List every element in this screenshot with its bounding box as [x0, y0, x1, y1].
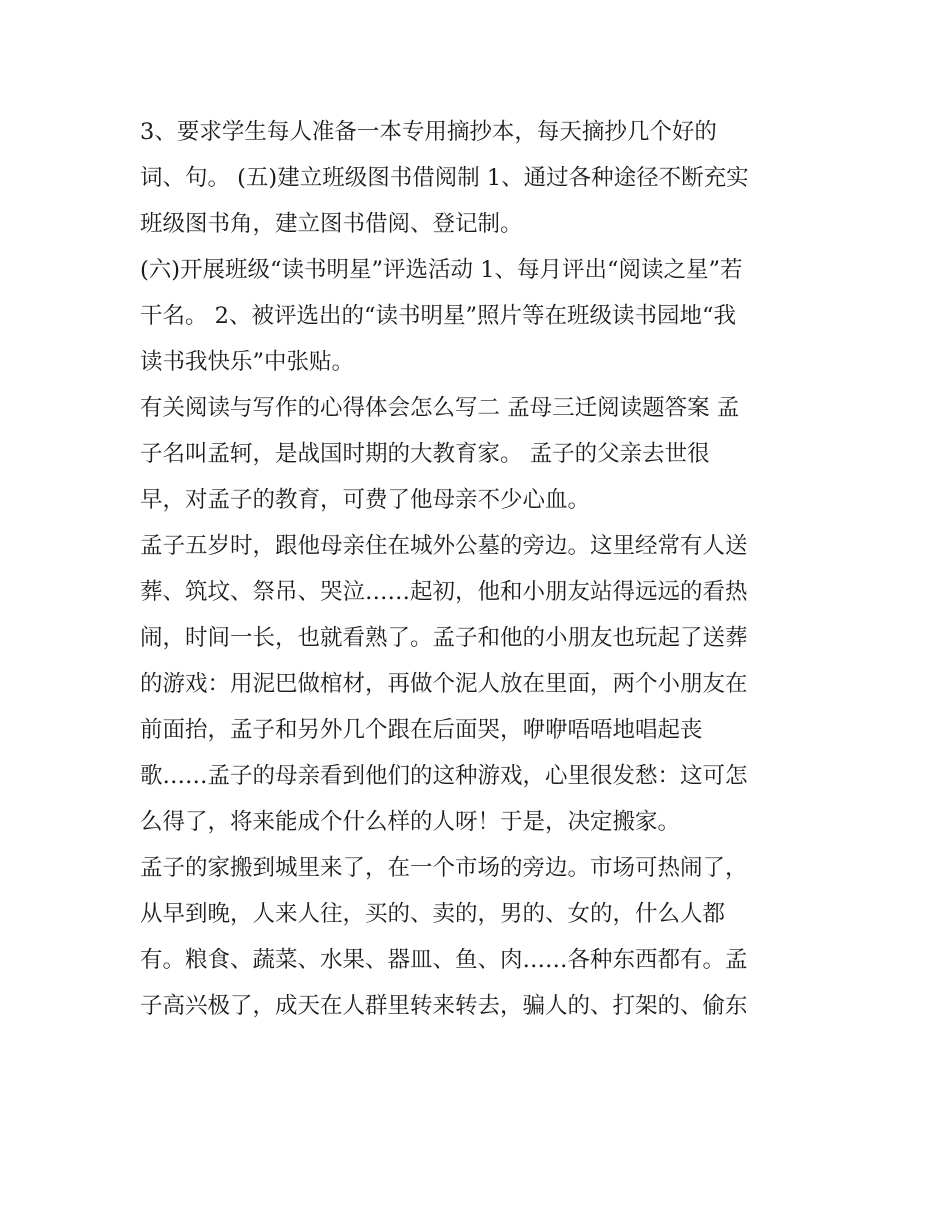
text-line: 早，对孟子的教育，可费了他母亲不少心血。 — [140, 487, 591, 513]
text-line: 班级图书角，建立图书借阅、登记制。 — [140, 211, 523, 237]
text-line: 前面抬，孟子和另外几个跟在后面哭，咿咿唔唔地唱起丧 — [140, 717, 703, 743]
text-line: 么得了，将来能成个什么样的人呀！于是，决定搬家。 — [140, 809, 681, 835]
text-line: 从早到晚，人来人往，买的、卖的，男的、女的，什么人都 — [140, 901, 726, 927]
text-line: 歌……孟子的母亲看到他们的这种游戏，心里很发愁：这可怎 — [140, 763, 748, 789]
text-line: 的游戏：用泥巴做棺材，再做个泥人放在里面，两个小朋友在 — [140, 671, 748, 697]
text-line: 3、要求学生每人准备一本专用摘抄本，每天摘抄几个好的 — [140, 119, 717, 145]
text-line: 读书我快乐”中张贴。 — [140, 349, 355, 375]
text-line: 孟子的家搬到城里来了，在一个市场的旁边。市场可热闹了， — [140, 855, 748, 881]
text-line: 干名。 2、被评选出的“读书明星”照片等在班级读书园地“我 — [140, 303, 736, 329]
text-line: 闹，时间一长，也就看熟了。孟子和他的小朋友也玩起了送葬 — [140, 625, 748, 651]
text-line: 子高兴极了，成天在人群里转来转去，骗人的、打架的、偷东 — [140, 993, 748, 1019]
text-line: 有关阅读与写作的心得体会怎么写二 孟母三迁阅读题答案 孟 — [140, 395, 740, 421]
body-text — [140, 109, 830, 1029]
text-line: 葬、筑坟、祭吊、哭泣……起初，他和小朋友站得远远的看热 — [140, 579, 748, 605]
text-line: (六)开展班级“读书明星”评选活动 1、每月评出“阅读之星”若 — [140, 257, 743, 283]
text-line: 有。粮食、蔬菜、水果、器皿、鱼、肉……各种东西都有。孟 — [140, 947, 748, 973]
text-line: 孟子五岁时，跟他母亲住在城外公墓的旁边。这里经常有人送 — [140, 533, 748, 559]
text-line: 子名叫孟轲，是战国时期的大教育家。 孟子的父亲去世很 — [140, 441, 710, 467]
text-line: 词、句。 (五)建立班级图书借阅制 1、通过各种途径不断充实 — [140, 165, 749, 191]
